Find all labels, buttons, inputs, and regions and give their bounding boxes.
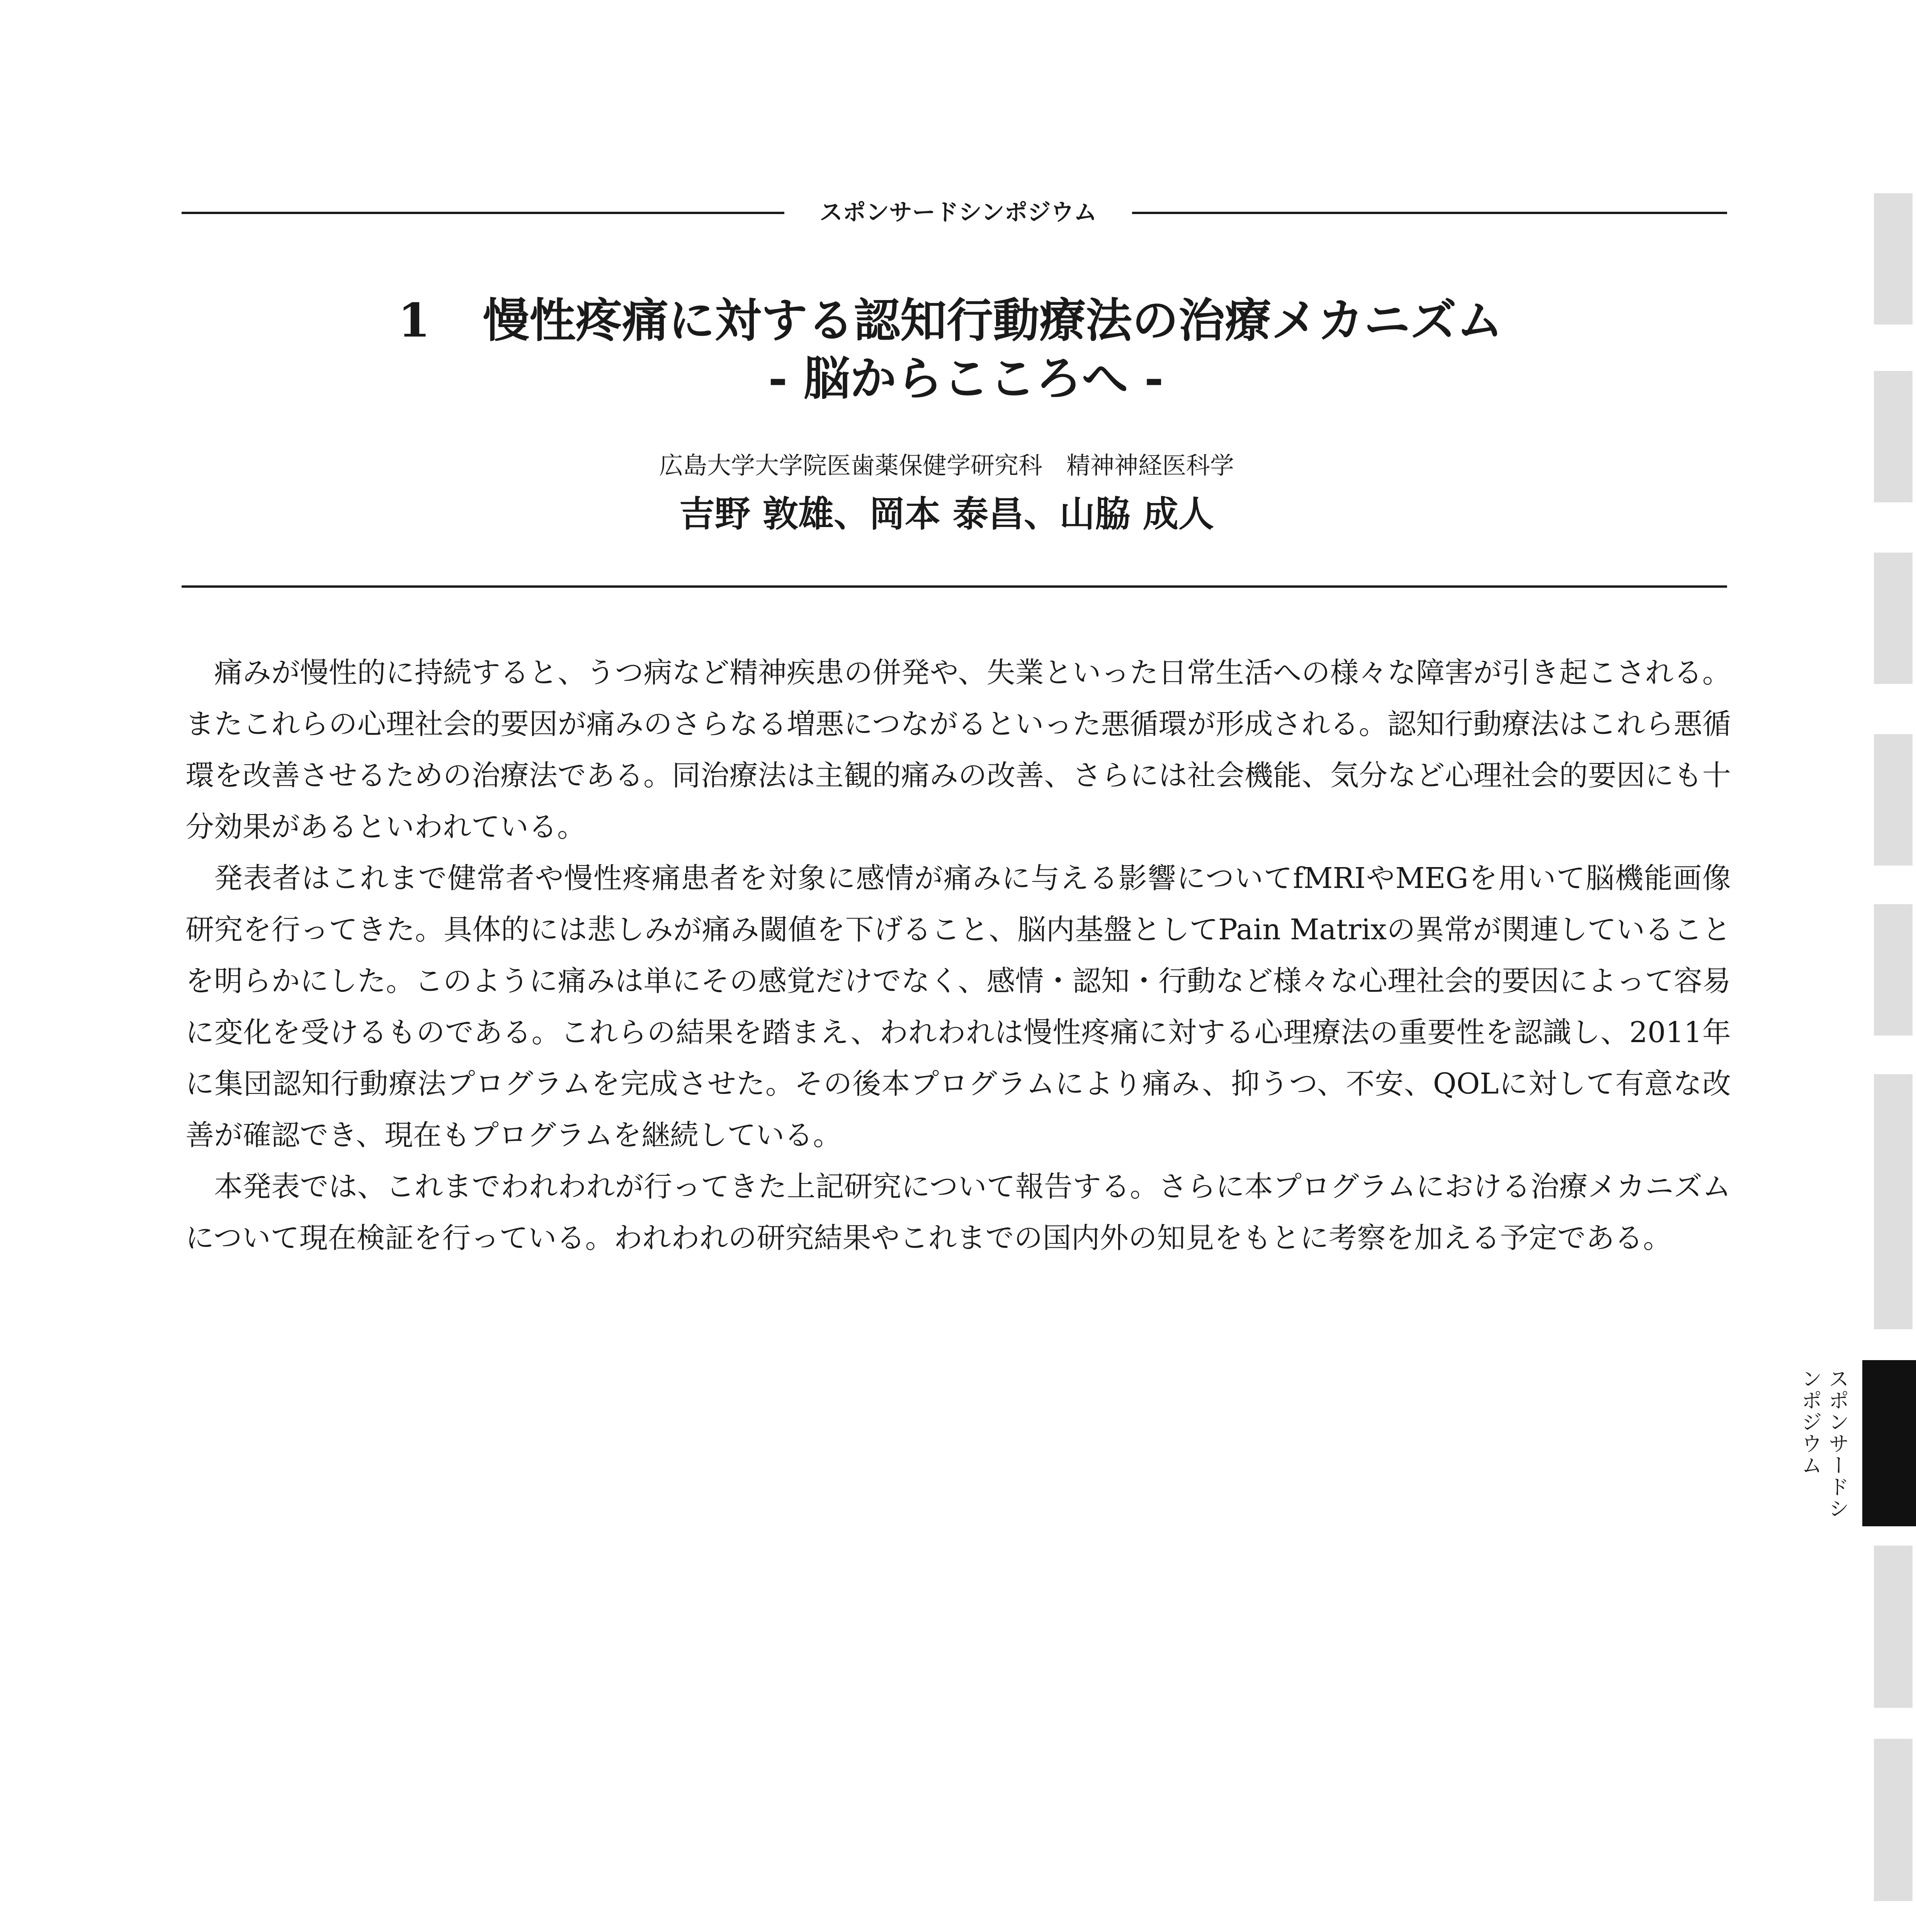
body-paragraph-2: 発表者はこれまで健常者や慢性疼痛患者を対象に感情が痛みに与える影響についてfMRIやMEGを用いて脳機能画像研究を行ってきた。具体的には悲しみが痛み閾値を下げること、脳内基盤としてPain Matrixの異常が関連していることを明らかにした。このように痛みは単にその感覚だけでなく、感情・認知・行動など様々な心理社会的要因によって容易に変化を受けるものである。これらの結果を踏まえ、われわれは慢性疼痛に対する心理療法の重要性を認識し、2011年に集団認知行動療法プログラムを完成させた。その後本プログラムにより痛み、抑うつ、不安、QOLに対して有意な改善が確認でき、現在もプログラムを継続している。 [185, 862, 1731, 1152]
section-header-label: スポンサードシンポジウム [819, 199, 1097, 226]
author-affiliation: 広島大学大学院医歯薬保健学研究科 精神神経医科学 [659, 451, 1234, 480]
page-title: 慢性疼痛に対する認知行動療法の治療メカニズム [483, 293, 1503, 348]
index-tab-faded [1874, 553, 1913, 684]
header-rule-right [1132, 212, 1727, 214]
side-tab-label: スポンサードシンポジウム [1798, 1368, 1850, 1519]
abstract-body [185, 647, 1731, 1264]
author-names: 吉野 敦雄、岡本 泰昌、山脇 成人 [679, 493, 1214, 535]
index-tab-faded [1874, 193, 1913, 325]
header-rule-left [182, 212, 784, 214]
side-index-tab [1862, 1360, 1916, 1526]
index-tab-faded [1874, 904, 1913, 1036]
page-subtitle: - 脳からこころへ - [768, 351, 1164, 406]
index-tab-faded [1874, 1739, 1913, 1901]
index-tab-faded [1874, 734, 1913, 866]
index-tab-faded [1874, 1074, 1913, 1206]
title-bottom-rule [182, 585, 1727, 588]
body-paragraph-3: 本発表では、これまでわれわれが行ってきた上記研究について報告する。さらに本プログラムにおける治療メカニズムについて現在検証を行っている。われわれの研究結果やこれまでの国内外の知見をもとに考察を加える予定である。 [185, 1170, 1731, 1255]
index-tab-faded [1874, 1546, 1913, 1708]
title-number: 1 [398, 293, 430, 348]
index-tab-faded [1874, 371, 1913, 502]
index-tab-faded [1874, 1198, 1913, 1329]
body-paragraph-1: 痛みが慢性的に持続すると、うつ病など精神疾患の併発や、失業といった日常生活への様々な障害が引き起こされる。またこれらの心理社会的要因が痛みのさらなる増悪につながるといった悪循環が形成される。認知行動療法はこれら悪循環を改善させるための治療法である。同治療法は主観的痛みの改善、さらには社会機能、気分など心理社会的要因にも十分効果があるといわれている。 [185, 656, 1731, 844]
